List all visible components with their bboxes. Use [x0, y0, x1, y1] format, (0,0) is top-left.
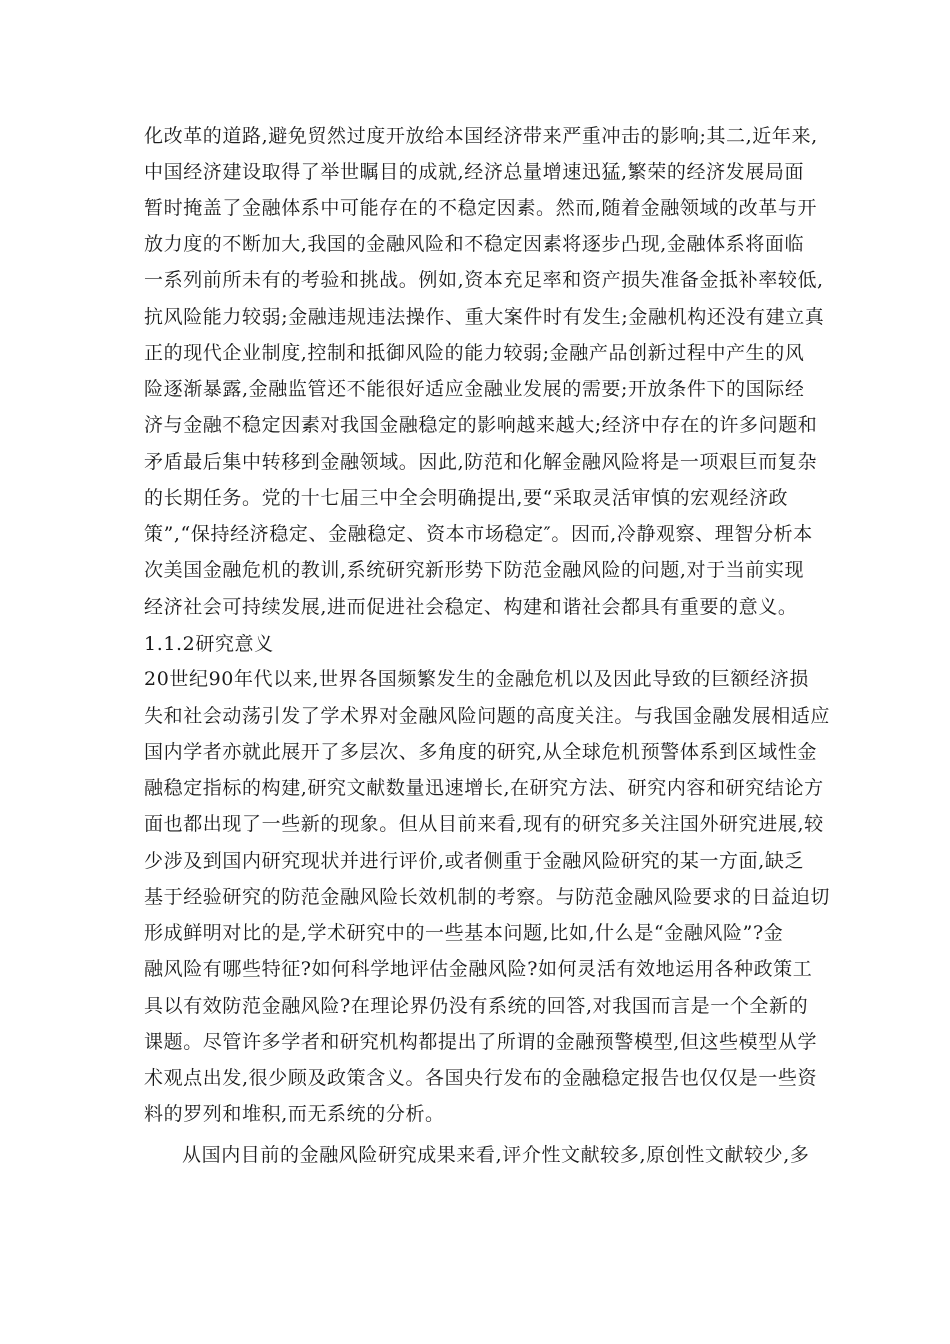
text-line: 具以有效防范金融风险?在理论界仍没有系统的回答,对我国而言是一个全新的 — [144, 995, 809, 1017]
text-line: 策”,“保持经济稳定、金融稳定、资本市场稳定″。因而,冷静观察、理智分析本 — [144, 523, 813, 545]
text-line: 课题。尽管许多学者和研究机构都提出了所谓的金融预警模型,但这些模型从学 — [144, 1031, 818, 1053]
text-line: 中国经济建设取得了举世瞩目的成就,经济总量增速迅猛,繁荣的经济发展局面 — [144, 161, 805, 183]
text-line: 料的罗列和堆积,而无系统的分析。 — [144, 1103, 445, 1125]
text-line: 融稳定指标的构建,研究文献数量迅速增长,在研究方法、研究内容和研究结论方 — [144, 777, 824, 799]
text-line: 一系列前所未有的考验和挑战。例如,资本充足率和资产损失准备金抵补率较低, — [144, 269, 824, 291]
text-line: 从国内目前的金融风险研究成果来看,评介性文献较多,原创性文献较少,多 — [182, 1144, 810, 1166]
text-line: 基于经验研究的防范金融风险长效机制的考察。与防范金融风险要求的日益迫切 — [144, 886, 831, 908]
text-line: 20世纪90年代以来,世界各国频繁发生的金融危机以及因此导致的巨额经济损 — [144, 668, 809, 690]
text-line: 失和社会动荡引发了学术界对金融风险问题的高度关注。与我国金融发展相适应 — [144, 705, 831, 727]
text-line: 正的现代企业制度,控制和抵御风险的能力较弱;金融产品创新过程中产生的风 — [144, 342, 805, 364]
text-line: 矛盾最后集中转移到金融领域。因此,防范和化解金融风险将是一项艰巨而复杂 — [144, 451, 818, 473]
text-line: 融风险有哪些特征?如何科学地评估金融风险?如何灵活有效地运用各种政策工 — [144, 958, 813, 980]
text-line: 险逐渐暴露,金融监管还不能很好适应金融业发展的需要;开放条件下的国际经 — [144, 378, 805, 400]
section-heading: 1.1.2研究意义 — [144, 633, 274, 655]
text-line: 面也都出现了一些新的现象。但从目前来看,现有的研究多关注国外研究进展,较 — [144, 813, 824, 835]
text-line: 国内学者亦就此展开了多层次、多角度的研究,从全球危机预警体系到区域性金 — [144, 741, 818, 763]
text-line: 经济社会可持续发展,进而促进社会稳定、构建和谐社会都具有重要的意义。 — [144, 596, 798, 618]
text-line: 放力度的不断加大,我国的金融风险和不稳定因素将逐步凸现,金融体系将面临 — [144, 233, 805, 255]
text-line: 的长期任务。党的十七届三中全会明确提出,要“采取灵活审慎的宏观经济政 — [144, 487, 789, 509]
text-line: 术观点出发,很少顾及政策含义。各国央行发布的金融稳定报告也仅仅是一些资 — [144, 1067, 818, 1089]
text-line: 形成鲜明对比的是,学术研究中的一些基本问题,比如,什么是“金融风险”?金 — [144, 922, 784, 944]
text-line: 少涉及到国内研究现状并进行评价,或者侧重于金融风险研究的某一方面,缺乏 — [144, 850, 805, 872]
text-line: 济与金融不稳定因素对我国金融稳定的影响越来越大;经济中存在的许多问题和 — [144, 414, 818, 436]
text-line: 暂时掩盖了金融体系中可能存在的不稳定因素。然而,随着金融领域的改革与开 — [144, 197, 818, 219]
text-line: 抗风险能力较弱;金融违规违法操作、重大案件时有发生;金融机构还没有建立真 — [144, 306, 825, 328]
text-line: 化改革的道路,避免贸然过度开放给本国经济带来严重冲击的影响;其二,近年来, — [144, 125, 818, 147]
text-line: 次美国金融危机的教训,系统研究新形势下防范金融风险的问题,对于当前实现 — [144, 559, 805, 581]
